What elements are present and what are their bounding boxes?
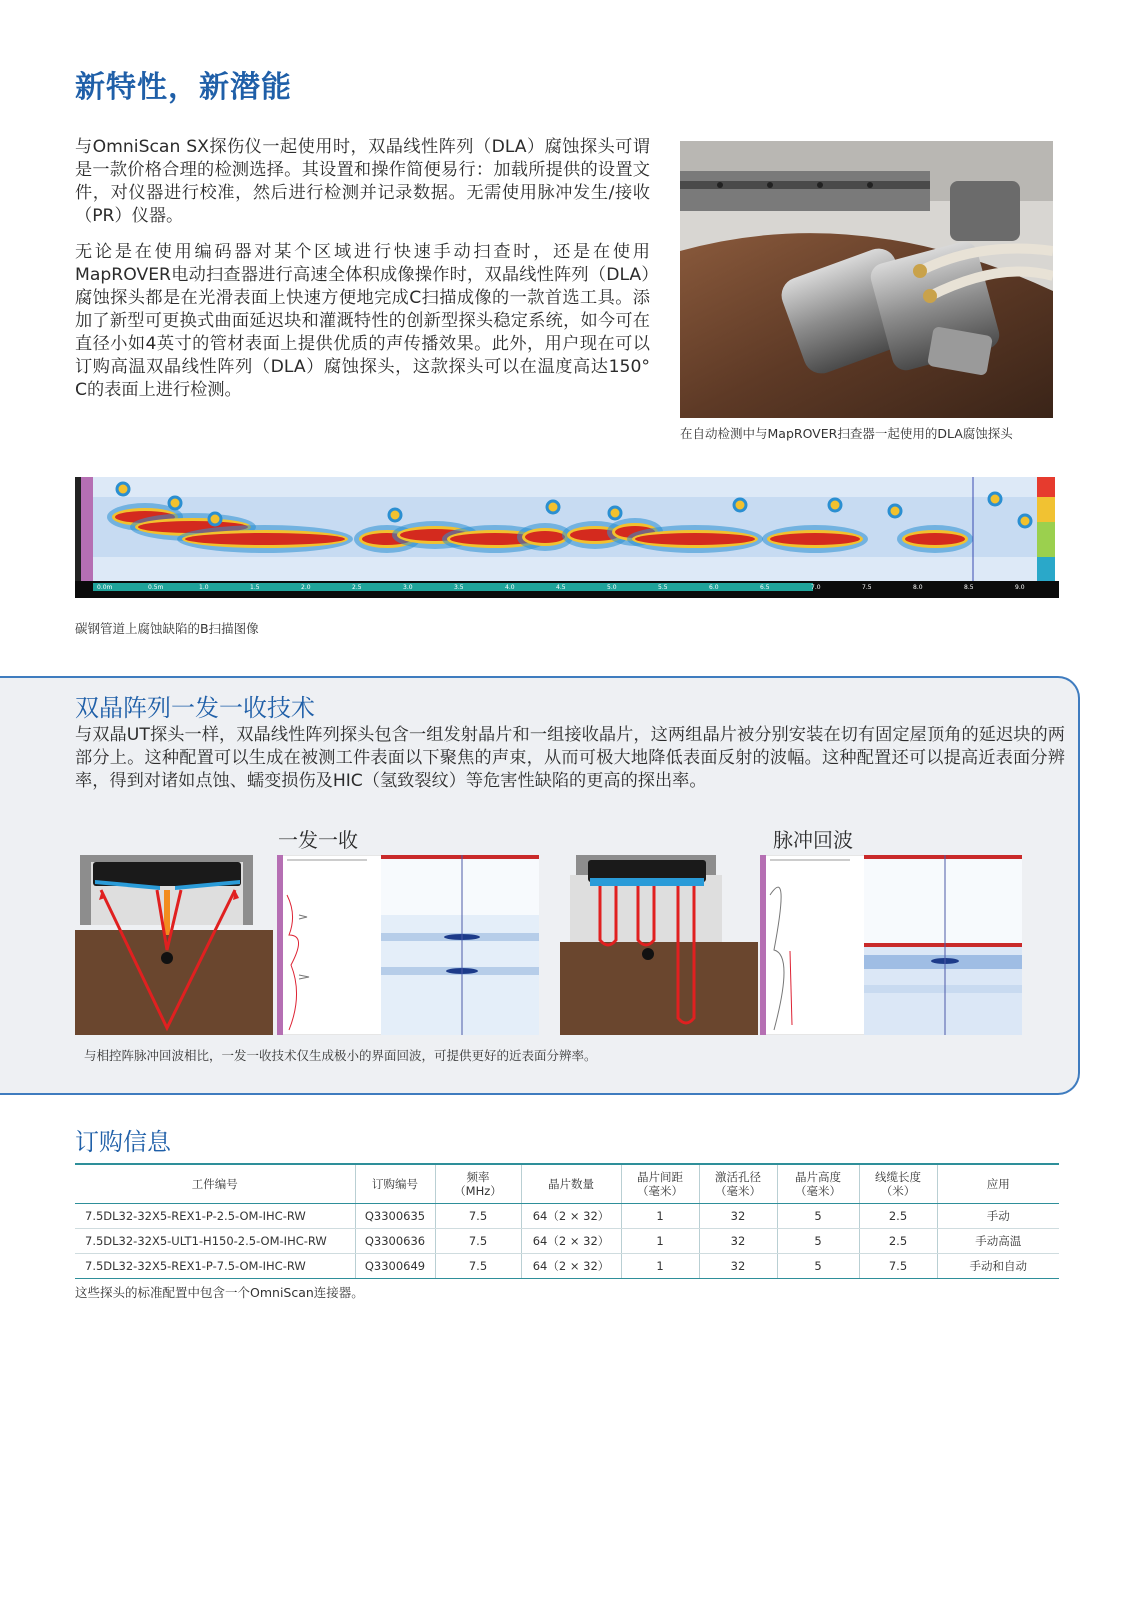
- cell: 7.5: [435, 1204, 521, 1229]
- bscan-corrosion: [525, 531, 565, 543]
- bscan-spot: [734, 499, 746, 511]
- cell-part-number: 7.5DL32-32X5-ULT1-H150-2.5-OM-IHC-RW: [75, 1229, 355, 1254]
- ordering-table: [75, 1163, 1059, 1279]
- dual-array-caption: 与相控阵脉冲回波相比，一发一收技术仅生成极小的界面回波，可提供更好的近表面分辨率。: [84, 1048, 597, 1063]
- cell: 1: [621, 1254, 699, 1279]
- col-header: 工件编号: [75, 1164, 355, 1204]
- bscan-spot: [989, 493, 1001, 505]
- bscan-tick-label: 7.0: [811, 584, 821, 591]
- cell: 7.5: [859, 1254, 937, 1279]
- cell: 2.5: [859, 1229, 937, 1254]
- pulse-echo-diagram: [560, 850, 758, 1035]
- bscan-caption: 碳钢管道上腐蚀缺陷的B扫描图像: [75, 621, 259, 636]
- bscan-spot: [389, 509, 401, 521]
- section-title-new-features: 新特性，新潜能: [75, 70, 292, 105]
- bscan-tick-label: 8.0: [913, 584, 923, 591]
- bscan-tick-label: 4.5: [556, 584, 566, 591]
- col-header: 激活孔径 （毫米）: [699, 1164, 777, 1204]
- bscan-tick-label: 5.5: [658, 584, 668, 591]
- label-pulse-echo: 脉冲回波: [773, 828, 853, 852]
- cell: 手动: [937, 1204, 1059, 1229]
- col-header: 频率 （MHz）: [435, 1164, 521, 1204]
- pulse-echo-scan: [760, 855, 1022, 1035]
- ordering-note: 这些探头的标准配置中包含一个OmniScan连接器。: [75, 1285, 364, 1300]
- intro-text: [75, 136, 650, 415]
- intro-paragraph-2: 无论是在使用编码器对某个区域进行快速手动扫查时，还是在使用MapROVER电动扫查器进行高速全体积成像操作时，双晶线性阵列（DLA）腐蚀探头都是在光滑表面上快速方便地完成C扫描成像的一款首选工具。添加了新型可更换式曲面延迟块和灌溉特性的创新型探头稳定系统，如今可在直径小如4英寸的管材表面上提供优质的声传播效果。此外，用户现在可以订购高温双晶线性阵列（DLA）腐蚀探头，这款探头可以在温度高达150° C的表面上进行检测。: [75, 242, 650, 400]
- col-header: 订购编号: [355, 1164, 435, 1204]
- bscan-tick-label: 5.0: [607, 584, 617, 591]
- intro-paragraph-1: 与OmniScan SX探伤仪一起使用时，双晶线性阵列（DLA）腐蚀探头可谓是一款价格合理的检测选择。其设置和操作简便易行：加载所提供的设置文件，对仪器进行校准，然后进行检测并记录数据。无需使用脉冲发生/接收（PR）仪器。: [75, 137, 650, 226]
- cell: 1: [621, 1229, 699, 1254]
- bscan-spot: [609, 507, 621, 519]
- bscan-spot: [1019, 515, 1031, 527]
- cell-part-number: 7.5DL32-32X5-REX1-P-7.5-OM-IHC-RW: [75, 1254, 355, 1279]
- cell-part-number: 7.5DL32-32X5-REX1-P-2.5-OM-IHC-RW: [75, 1204, 355, 1229]
- cell: 64（2 × 32）: [521, 1229, 621, 1254]
- col-header: 应用: [937, 1164, 1059, 1204]
- bscan-tick-label: 2.5: [352, 584, 362, 591]
- cell: 64（2 × 32）: [521, 1204, 621, 1229]
- bscan-tick-label: 3.5: [454, 584, 464, 591]
- pitch-catch-scan: [277, 855, 539, 1035]
- bscan-spot: [829, 499, 841, 511]
- bscan-tick-label: 3.0: [403, 584, 413, 591]
- cell: 64（2 × 32）: [521, 1254, 621, 1279]
- section-title-dual-array: 双晶阵列一发一收技术: [75, 694, 315, 722]
- cell: 7.5: [435, 1229, 521, 1254]
- label-pitch-catch: 一发一收: [278, 828, 358, 852]
- bscan-tick-label: 2.0: [301, 584, 311, 591]
- cell: 32: [699, 1229, 777, 1254]
- table-row: [75, 1254, 1059, 1279]
- bscan-spot: [209, 513, 221, 525]
- bscan-tick-label: 8.5: [964, 584, 974, 591]
- cell: 2.5: [859, 1204, 937, 1229]
- table-row: [75, 1229, 1059, 1254]
- table-row: [75, 1204, 1059, 1229]
- pitch-catch-diagram: [75, 850, 273, 1035]
- cell: Q3300636: [355, 1229, 435, 1254]
- cell: Q3300635: [355, 1204, 435, 1229]
- cell: Q3300649: [355, 1254, 435, 1279]
- bscan-tick-label: 6.0: [709, 584, 719, 591]
- bscan-image: [75, 477, 1059, 598]
- cell: 32: [699, 1204, 777, 1229]
- col-header: 晶片间距 （毫米）: [621, 1164, 699, 1204]
- bscan-corrosion: [185, 533, 345, 545]
- dual-array-paragraph: 与双晶UT探头一样，双晶线性阵列探头包含一组发射晶片和一组接收晶片，这两组晶片被分别安装在切有固定屋顶角的延迟块的两部分上。这种配置可以生成在被测工件表面以下聚焦的声束，从而可极大地降低表面反射的波幅。这种配置还可以提高近表面分辨率，得到对诸如点蚀、蠕变损伤及HIC（氢致裂纹）等危害性缺陷的更高的探出率。: [75, 725, 1065, 791]
- bscan-tick-label: 9.0: [1015, 584, 1025, 591]
- cell: 1: [621, 1204, 699, 1229]
- bscan-corrosion: [905, 533, 965, 545]
- bscan-tick-label: 4.0: [505, 584, 515, 591]
- bscan-spot: [169, 497, 181, 509]
- bscan-tick-label: 0.5m: [148, 584, 164, 591]
- photo-caption: 在自动检测中与MapROVER扫查器一起使用的DLA腐蚀探头: [680, 426, 1013, 441]
- cell: 32: [699, 1254, 777, 1279]
- bscan-tick-label: 7.5: [862, 584, 872, 591]
- bscan-spot: [889, 505, 901, 517]
- cell: 5: [777, 1229, 859, 1254]
- col-header: 晶片数量: [521, 1164, 621, 1204]
- col-header: 线缆长度 （米）: [859, 1164, 937, 1204]
- bscan-corrosion: [770, 533, 860, 545]
- cell: 7.5: [435, 1254, 521, 1279]
- cell: 手动和自动: [937, 1254, 1059, 1279]
- bscan-corrosion: [635, 533, 755, 545]
- probe-photo: [680, 141, 1053, 418]
- bscan-tick-label: 0.0m: [97, 584, 113, 591]
- bscan-tick-label: 1.5: [250, 584, 260, 591]
- cell: 手动高温: [937, 1229, 1059, 1254]
- bscan-tick-label: 1.0: [199, 584, 209, 591]
- table-header-row: [75, 1164, 1059, 1204]
- section-title-ordering: 订购信息: [75, 1128, 171, 1156]
- bscan-tick-label: 6.5: [760, 584, 770, 591]
- bscan-spot: [117, 483, 129, 495]
- bscan-spot: [547, 501, 559, 513]
- cell: 5: [777, 1254, 859, 1279]
- cell: 5: [777, 1204, 859, 1229]
- col-header: 晶片高度 （毫米）: [777, 1164, 859, 1204]
